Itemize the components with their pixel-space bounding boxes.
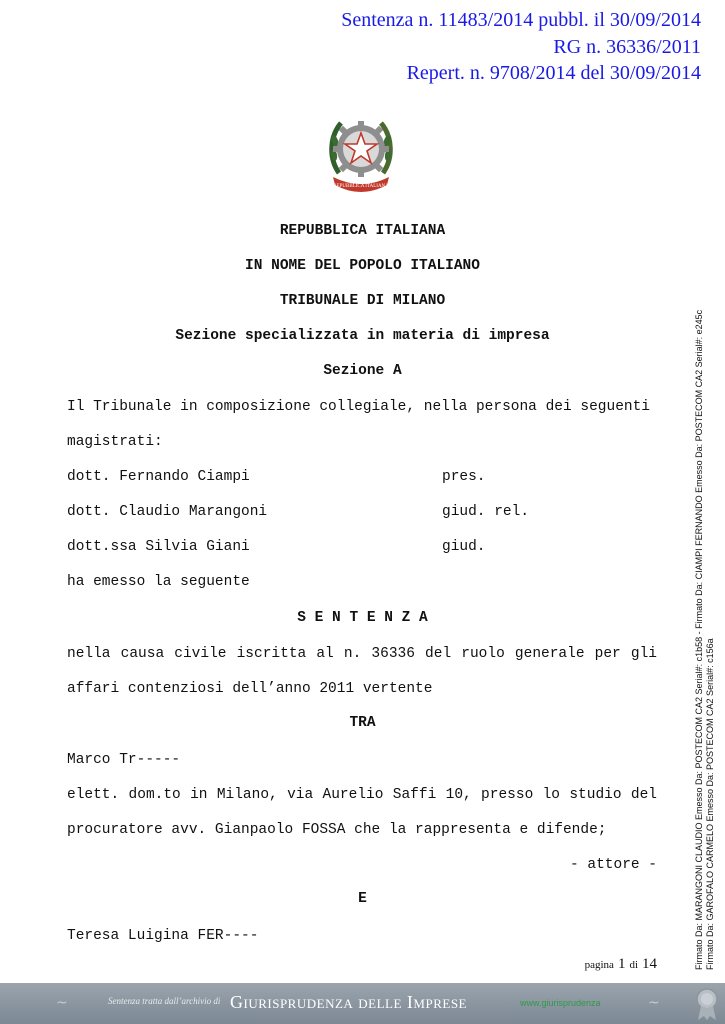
e-heading: E [358, 891, 367, 907]
footer-brand: Giurisprudenza delle Imprese [230, 992, 467, 1012]
heading-sezione-specializzata: Sezione specializzata in materia di impresa [175, 328, 550, 344]
attore-line-1: elett. dom.to in Milano, via Aurelio Saffi 10, presso lo studio del [67, 787, 657, 803]
footer-url[interactable]: www.giurisprudenza [520, 998, 601, 1008]
tra-heading: TRA [349, 715, 376, 731]
page-prefix: pagina [584, 959, 614, 971]
signature-line-1: Firmato Da: MARANGONI CLAUDIO Emesso Da: POSTECOM CA2 Serial#: c1b58 - Firmato Da: CIAMPI FERNANDO Emesso Da: POSTECOM CA2 Serial#: e245c [694, 309, 704, 970]
emesso-text: ha emesso la seguente [67, 574, 250, 590]
attore-name: Marco Tr----- [67, 752, 181, 768]
heading-tribunale: TRIBUNALE DI MILANO [279, 293, 446, 309]
footer-banner [0, 983, 725, 1024]
judge-name: dott. Claudio Marangoni [67, 504, 268, 520]
page-number [585, 955, 657, 973]
page-sep: di [629, 959, 638, 971]
judge-name: dott.ssa Silvia Giani [67, 539, 250, 555]
stamp-sentenza: Sentenza n. 11483/2014 pubbl. il 30/09/2014 [341, 9, 701, 31]
causa-line-1: nella causa civile iscritta al n. 36336 del ruolo generale per gli [67, 646, 657, 662]
signature-line-2: Firmato Da: GAROFALO CARMELO Emesso Da: POSTECOM CA2 Serial#: c156a [705, 638, 715, 970]
stamp-repert: Repert. n. 9708/2014 del 30/09/2014 [406, 62, 701, 84]
judge-role: pres. [442, 469, 486, 485]
judge-role: giud. [442, 539, 486, 555]
judge-role: giud. rel. [442, 504, 530, 520]
stamp-rg: RG n. 36336/2011 [553, 36, 701, 58]
award-seal-icon [694, 987, 720, 1021]
ornament-right-icon: ~ [648, 995, 660, 1011]
causa-line-2: affari contenziosi dell’anno 2011 vertente [67, 681, 433, 697]
convenuta-name: Teresa Luigina FER---- [67, 928, 259, 944]
heading-sezione-a: Sezione A [323, 363, 402, 379]
italian-republic-emblem-icon [325, 111, 397, 195]
svg-text:REPUBBLICA ITALIANA: REPUBBLICA ITALIANA [333, 184, 389, 189]
intro-line-1: Il Tribunale in composizione collegiale, nella persona dei seguenti [67, 399, 650, 415]
judge-name: dott. Fernando Ciampi [67, 469, 250, 485]
attore-line-2: procuratore avv. Gianpaolo FOSSA che la rappresenta e difende; [67, 822, 607, 838]
heading-nome-popolo: IN NOME DEL POPOLO ITALIANO [245, 258, 480, 274]
page-total: 14 [642, 956, 657, 972]
footer-tagline: Sentenza tratta dall’archivio di [108, 996, 221, 1006]
attore-role: - attore - [569, 857, 657, 873]
heading-repubblica: REPUBBLICA ITALIANA [279, 223, 446, 239]
intro-line-2: magistrati: [67, 434, 163, 450]
sentenza-title: S E N T E N Z A [297, 610, 428, 626]
ornament-left-icon: ~ [56, 995, 68, 1011]
page-current: 1 [617, 956, 626, 972]
